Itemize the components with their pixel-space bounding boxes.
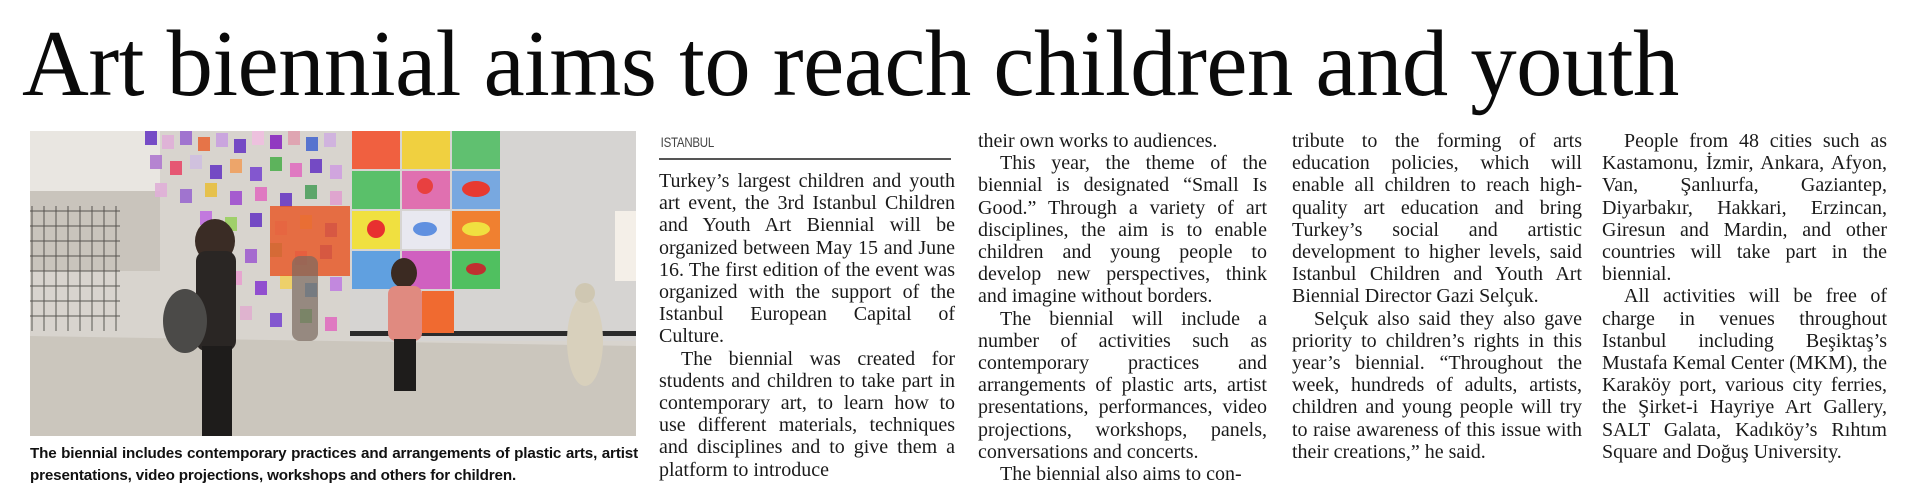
gallery-photo-illustration	[30, 131, 636, 436]
photo-caption: The biennial includes contemporary practices and arrangements of plastic arts, artist presentations, video projections, workshops and others for children.	[30, 445, 638, 484]
article-paragraph: The biennial also aims to con-	[1000, 463, 1242, 486]
article-paragraph: This year, the theme of the biennial is designated “Small Is Good.” Through a variety of art disciplines, the aim is to enable children and young people to develop new perspectives, think and imagine without borders.	[978, 152, 1267, 308]
article-paragraph: People from 48 cities such as Kastamonu, İzmir, Ankara, Afyon, Van, Şanlıurfa, Gaziantep, Diyarbakır, Hakkari, Erzincan, Giresun and Mardin, and other countries will take part in the biennial.	[1602, 130, 1887, 286]
article-column-3	[1292, 130, 1582, 463]
headline: Art biennial aims to reach children and youth	[22, 12, 1679, 116]
article-paragraph: Turkey’s largest children and youth art event, the 3rd Istanbul Children and Youth Art Biennial will be organized between May 15 and June 16. The first edition of the event was organized with the support of the Istanbul European Capital of Culture.	[659, 170, 955, 348]
dateline-divider	[659, 158, 951, 160]
article-paragraph: All activities will be free of charge in venues throughout Istanbul including Beşiktaş’s Mustafa Kemal Center (MKM), the Karaköy port, various city ferries, the Şirket-i Hayriye Art Gallery, SALT Galata, Kadıköy’s Rıhtım Square and Doğuş University.	[1602, 285, 1887, 463]
article-paragraph: Selçuk also said they also gave priority to children’s rights in this year’s biennial. “Throughout the week, hundreds of adults, artists, children and young people will try to raise awareness of this issue with their creations,” he said.	[1292, 307, 1582, 463]
article-paragraph: their own works to audiences.	[978, 130, 1218, 152]
article-column-1	[659, 130, 955, 481]
article-paragraph: The biennial was created for students and children to take part in contemporary art, to learn how to use different materials, techniques and disciplines and to give them a platform to introduce	[659, 347, 955, 481]
article-column-2	[978, 130, 1267, 485]
dateline: ISTANBUL	[660, 134, 714, 150]
article-column-4	[1602, 130, 1887, 463]
article-paragraph: The biennial will include a number of activities such as contemporary practices and arrangements of plastic arts, artist presentations, performances, video projections, workshops, panels, conversations and concerts.	[978, 307, 1267, 463]
article-paragraph: tribute to the forming of arts education policies, which will enable all children to reach high-quality art education and bring Turkey’s social and artistic development to higher levels, said Istanbul Children and Youth Art Biennial Director Gazi Selçuk.	[1292, 130, 1582, 308]
article-photo	[30, 131, 636, 436]
